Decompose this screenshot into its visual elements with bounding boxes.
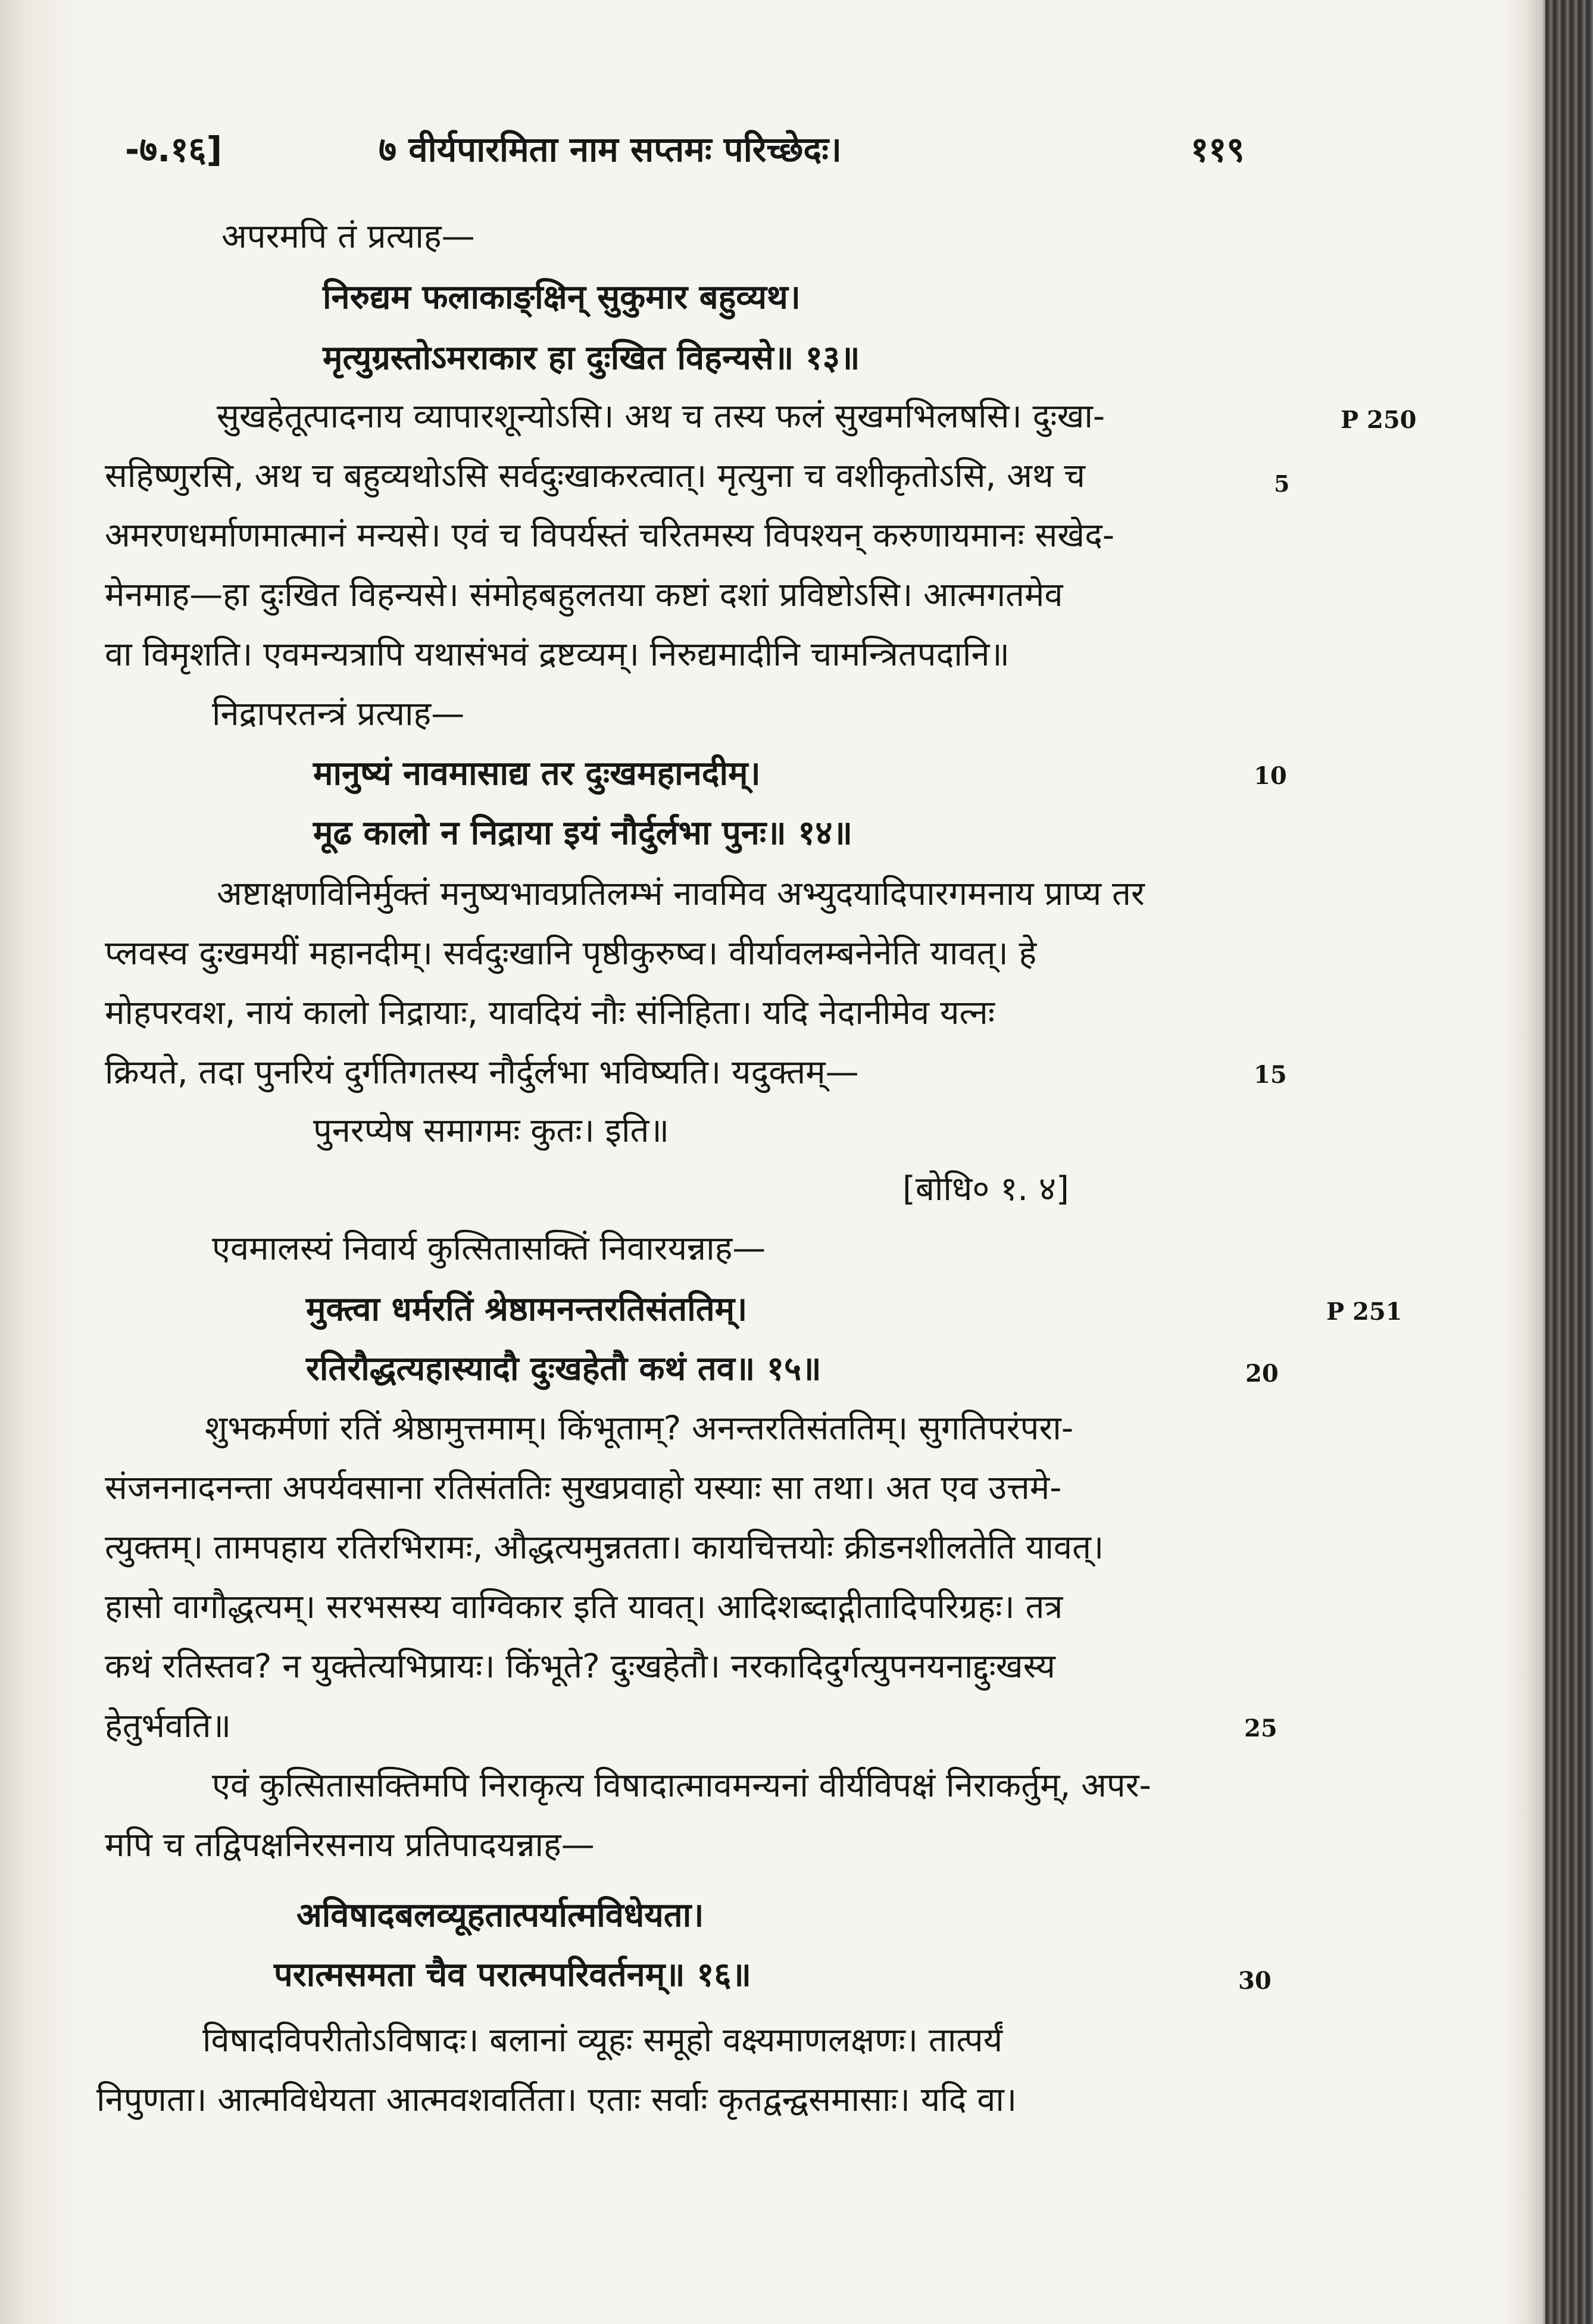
commentary-line: सहिष्णुरसि, अथ च बहुव्यथोऽसि सर्वदुःखाकरत्वात्। मृत्युना च वशीकृतोऽसि, अथ च <box>105 457 1085 495</box>
commentary-line: शुभकर्मणां रतिं श्रेष्ठामुत्तमाम्। किंभूताम्? अनन्तरतिसंततिम्। सुगतिपरंपरा- <box>205 1409 1074 1448</box>
intro-line: अपरमपि तं प्रत्याह— <box>221 217 475 256</box>
commentary-line: त्युक्तम्। तामपहाय रतिरभिरामः, औद्धत्यमुन्नतता। कायचित्तयोः क्रीडनशीलतेति यावत्। <box>105 1528 1104 1567</box>
commentary-line: विषादविपरीतोऽविषादः। बलानां व्यूहः समूहो वक्ष्यमाणलक्षणः। तात्पर्यं <box>202 2021 1003 2060</box>
commentary-line: हेतुर्भवति॥ <box>105 1707 232 1745</box>
verse-15-line-2: रतिरौद्धत्यहास्यादौ दुःखहेतौ कथं तव॥ १५॥ <box>306 1350 822 1388</box>
line-number: 25 <box>1244 1714 1277 1742</box>
header-chapter-title: ७ वीर्यपारमिता नाम सप्तमः परिच्छेदः। <box>379 129 842 170</box>
commentary-line: निपुणता। आत्मविधेयता आत्मवशवर्तिता। एताः सर्वाः कृतद्वन्द्वसमासाः। यदि वा। <box>96 2081 1017 2119</box>
verse-14-line-2: मूढ कालो न निद्राया इयं नौर्दुर्लभा पुनः॥ १४॥ <box>313 814 853 852</box>
commentary-line: क्रियते, तदा पुनरियं दुर्गतिगतस्य नौर्दुर्लभा भविष्यति। यदुक्तम्— <box>105 1053 859 1092</box>
commentary-line: मोहपरवश, नायं कालो निद्रायाः, यावदियं नौः संनिहिता। यदि नेदानीमेव यत्नः <box>105 994 995 1032</box>
commentary-line: वा विमृशति। एवमन्यत्रापि यथासंभवं द्रष्टव्यम्। निरुद्यमादीनि चामन्त्रितपदानि॥ <box>105 635 1010 674</box>
margin-page-ref: P 250 <box>1341 406 1417 434</box>
verse-15-line-1: मुक्त्वा धर्मरतिं श्रेष्ठामनन्तरतिसंततिम्। <box>306 1290 748 1329</box>
verse-13-line-2: मृत्युग्रस्तोऽमराकार हा दुःखित विहन्यसे॥ १३॥ <box>323 339 860 377</box>
margin-page-ref: P 251 <box>1326 1298 1403 1326</box>
book-spine-edge <box>1545 0 1593 2324</box>
commentary-line: अष्टाक्षणविनिर्मुक्तं मनुष्यभावप्रतिलम्भं नावमिव अभ्युदयादिपारगमनाय प्राप्य तर <box>217 874 1145 913</box>
header-section-ref: -७.१६] <box>125 129 223 170</box>
intro-line: एवमालस्यं निवार्य कुत्सितासक्तिं निवारयन्नाह— <box>212 1229 766 1268</box>
header-page-number: ११९ <box>1191 129 1245 170</box>
quotation-line: पुनरप्येष समागमः कुतः। इति॥ <box>313 1111 670 1150</box>
citation-reference: [बोधि० १. ४] <box>902 1170 1069 1208</box>
commentary-line: प्लवस्व दुःखमयीं महानदीम्। सर्वदुःखानि पृष्ठीकुरुष्व। वीर्यावलम्बनेनेति यावत्। हे <box>105 934 1037 973</box>
line-number: 20 <box>1245 1360 1279 1388</box>
verse-14-line-1: मानुष्यं नावमासाद्य तर दुःखमहानदीम्। <box>313 754 761 793</box>
line-number: 15 <box>1254 1061 1287 1089</box>
commentary-line: अमरणधर्माणमात्मानं मन्यसे। एवं च विपर्यस्तं चरितमस्य विपश्यन् करुणायमानः सखेद- <box>105 516 1115 555</box>
commentary-line: हासो वागौद्धत्यम्। सरभसस्य वाग्विकार इति यावत्। आदिशब्दाद्गीतादिपरिग्रहः। तत्र <box>105 1588 1063 1626</box>
inline-line-number-5: 5 <box>1274 470 1290 497</box>
intro-line: निद्रापरतन्त्रं प्रत्याह— <box>212 695 465 733</box>
commentary-line: सुखहेतूत्पादनाय व्यापारशून्योऽसि। अथ च तस्य फलं सुखमभिलषसि। दुःखा- <box>217 397 1105 436</box>
intro-line: मपि च तद्विपक्षनिरसनाय प्रतिपादयन्नाह— <box>105 1826 595 1864</box>
verse-13-line-1: निरुद्यम फलाकाङ्क्षिन् सुकुमार बहुव्यथ। <box>323 278 801 317</box>
commentary-line: मेनमाह—हा दुःखित विहन्यसे। संमोहबहुलतया कष्टां दशां प्रविष्टोऽसि। आत्मगतमेव <box>105 576 1063 614</box>
line-number: 10 <box>1254 762 1287 790</box>
intro-line: एवं कुत्सितासक्तिमपि निराकृत्य विषादात्मावमन्यनां वीर्यविपक्षं निराकर्तुम्, अपर- <box>212 1766 1151 1805</box>
verse-16-line-2: परात्मसमता चैव परात्मपरिवर्तनम्॥ १६॥ <box>274 1956 752 1994</box>
commentary-line: संजननादनन्ता अपर्यवसाना रतिसंततिः सुखप्रवाहो यस्याः सा तथा। अत एव उत्तमे- <box>105 1469 1062 1507</box>
commentary-line: कथं रतिस्तव? न युक्तेत्यभिप्रायः। किंभूते? दुःखहेतौ। नरकादिदुर्गत्युपनयनाद्दुःखस्य <box>105 1647 1055 1686</box>
line-number: 30 <box>1238 1967 1272 1995</box>
verse-16-line-1: अविषादबलव्यूहतात्पर्यात्मविधेयता। <box>296 1896 704 1935</box>
